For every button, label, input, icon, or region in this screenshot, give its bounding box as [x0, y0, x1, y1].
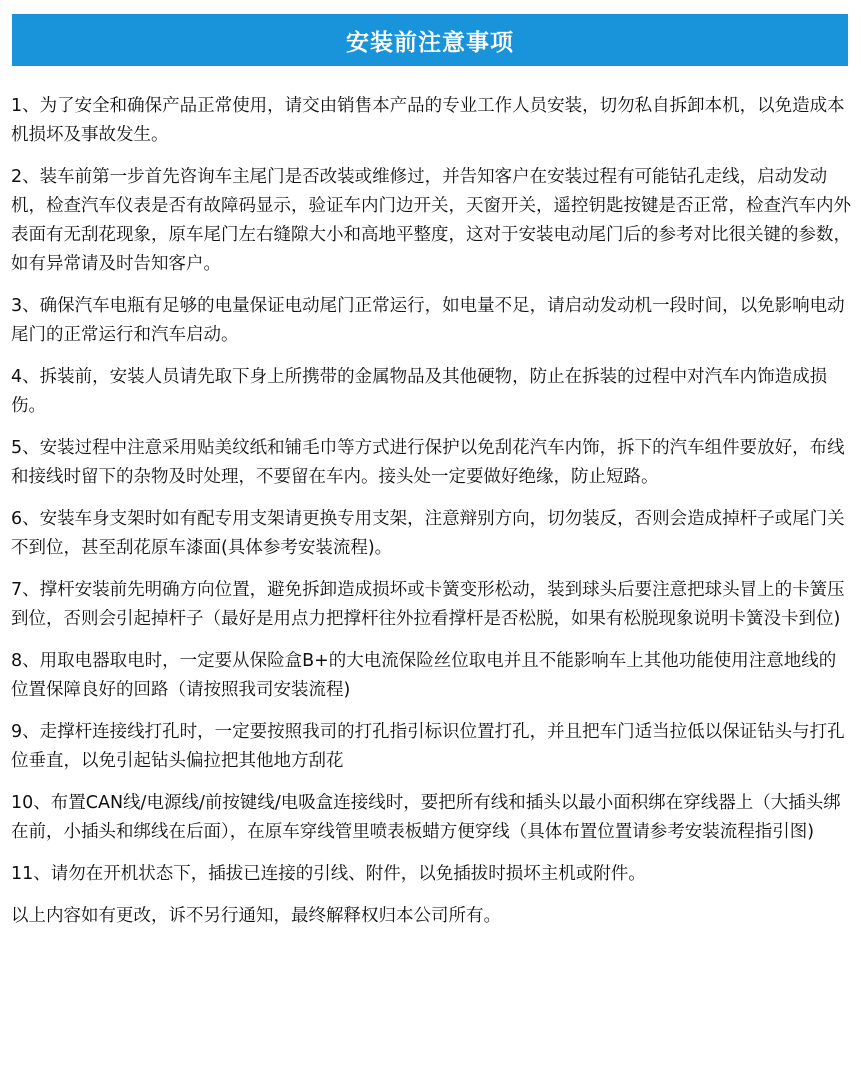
note-item-11: 11、请勿在开机状态下，插拔已连接的引线、附件，以免插拔时损坏主机或附件。 [11, 864, 646, 884]
note-item-5: 5、安装过程中注意采用贴美纹纸和铺毛巾等方式进行保护以免刮花汽车内饰，拆下的汽车组件要放好，布线和接线时留下的杂物及时处理，不要留在车内。接头处一定要做好绝缘，防止短路。 [11, 438, 845, 487]
note-item-8: 8、用取电器取电时，一定要从保险盒B+的大电流保险丝位取电并且不能影响车上其他功能使用注意地线的位置保障良好的回路（请按照我司安装流程) [11, 651, 837, 700]
note-item-9: 9、走撑杆连接线打孔时，一定要按照我司的打孔指引标识位置打孔，并且把车门适当拉低以保证钻头与打孔位垂直，以免引起钻头偏拉把其他地方刮花 [11, 722, 845, 771]
note-item-4: 4、拆装前，安装人员请先取下身上所携带的金属物品及其他硬物，防止在拆装的过程中对汽车内饰造成损伤。 [11, 367, 828, 416]
note-item-1: 1、为了安全和确保产品正常使用，请交由销售本产品的专业工作人员安装，切勿私自拆卸本机，以免造成本机损坏及事故发生。 [11, 96, 845, 145]
note-item-3: 3、确保汽车电瓶有足够的电量保证电动尾门正常运行，如电量不足，请启动发动机一段时间，以免影响电动尾门的正常运行和汽车启动。 [11, 296, 845, 345]
page-title: 安装前注意事项 [346, 29, 514, 56]
note-item-6: 6、安装车身支架时如有配专用支架请更换专用支架，注意辩别方向，切勿装反，否则会造成掉杆子或尾门关不到位，甚至刮花原车漆面(具体参考安装流程)。 [11, 509, 845, 558]
note-item-7: 7、撑杆安装前先明确方向位置，避免拆卸造成损坏或卡簧变形松动，装到球头后要注意把球头冒上的卡簧压到位，否则会引起掉杆子（最好是用点力把撑杆往外拉看撑杆是否松脱，如果有松脱现象说明卡簧没卡到位) [11, 580, 845, 629]
notes-list [11, 92, 851, 931]
title-banner [12, 14, 848, 66]
note-item-2: 2、装车前第一步首先咨询车主尾门是否改装或维修过，并告知客户在安装过程有可能钻孔走线，启动发动机，检查汽车仪表是否有故障码显示，验证车内门边开关，天窗开关，遥控钥匙按键是否正常，检查汽车内外表面有无刮花现象，原车尾门左右缝隙大小和高地平整度，这对于安装电动尾门后的参考对比很关键的参数，如有异常请及时告知客户。 [11, 167, 851, 274]
footer-disclaimer: 以上内容如有更改，诉不另行通知，最终解释权归本公司所有。 [11, 906, 501, 926]
note-item-10: 10、布置CAN线/电源线/前按键线/电吸盒连接线时，要把所有线和插头以最小面积绑在穿线器上（大插头绑在前，小插头和绑线在后面），在原车穿线管里喷表板蜡方便穿线（具体布置位置请参考安装流程指引图) [11, 793, 841, 842]
